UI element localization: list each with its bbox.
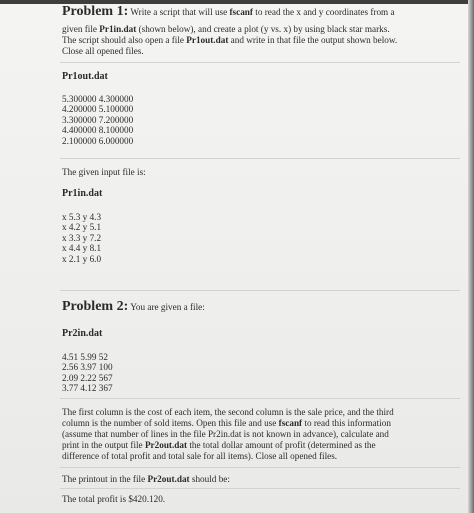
input-line: 4.51 5.99 52 xyxy=(62,352,108,362)
problem1-intro-line3 xyxy=(62,35,397,46)
line-filename: Pr2out.dat xyxy=(144,440,188,450)
line-text: The printout in the file xyxy=(62,474,148,484)
page-right-shadow xyxy=(468,0,474,513)
output-line: 5.300000 4.300000 xyxy=(62,94,134,104)
intro-text-end: to read the x and y coordinates from a xyxy=(252,7,395,17)
problem1-intro-line4: Close all opened files. xyxy=(62,46,144,56)
line-text-end: and write in that file the output shown below. xyxy=(228,35,398,45)
pr1out-filename: Pr1out.dat xyxy=(62,71,108,82)
problem2-para-line2 xyxy=(62,418,391,429)
input-line: 2.56 3.97 100 xyxy=(62,362,113,373)
line-text-end: the total dollar amount of profit (determined as the xyxy=(187,440,376,450)
divider xyxy=(60,467,460,468)
problem2-para-line3: (assume that number of lines in the file Pr2in.dat is not known in advance), calculate and xyxy=(62,429,389,439)
output-line: 3.300000 7.200000 xyxy=(62,114,134,125)
input-line: 2.09 2.22 567 xyxy=(62,372,113,383)
line-keyword: fscanf xyxy=(278,418,303,428)
intro-text: Write a script that will use xyxy=(128,7,230,17)
line-filename: Pr1in.dat xyxy=(99,24,137,34)
input-line: x 4.2 y 5.1 xyxy=(62,222,102,233)
pr2in-filename: Pr2in.dat xyxy=(62,328,103,339)
output-line: 4.200000 5.100000 xyxy=(62,104,134,115)
input-line: x 3.3 y 7.2 xyxy=(62,232,102,243)
line-text: column is the number of sold items. Open this file and use xyxy=(62,418,279,428)
pr1in-filename: Pr1in.dat xyxy=(62,188,103,199)
input-line: 3.77 4.12 367 xyxy=(62,383,113,394)
problem2-para-line4 xyxy=(62,440,376,451)
pr2in-contents xyxy=(62,352,113,394)
line-text: print in the output file xyxy=(62,440,145,450)
problem1-heading: Problem 1: xyxy=(62,4,129,19)
printout-caption xyxy=(62,474,230,485)
divider xyxy=(60,488,460,489)
divider xyxy=(60,290,460,291)
result-line: The total profit is $420.120. xyxy=(62,494,166,504)
line-filename: Pr2out.dat xyxy=(147,474,190,484)
problem1-intro-line1 xyxy=(62,4,395,19)
line-text-end: (shown below), and create a plot (y vs. x) by using black star marks. xyxy=(136,24,390,34)
problem2-para-line1: The first column is the cost of each item, the second column is the sale price, and the third xyxy=(62,407,394,417)
output-line: 4.400000 8.100000 xyxy=(62,125,134,136)
problem2-para-line5: difference of total profit and total sale for all items). Close all opened files. xyxy=(62,451,338,461)
divider xyxy=(60,158,460,159)
line-filename: Pr1out.dat xyxy=(186,35,229,45)
output-line: 2.100000 6.000000 xyxy=(62,135,134,146)
problem1-intro-line2 xyxy=(62,24,390,35)
pr1out-contents xyxy=(62,94,133,146)
divider xyxy=(60,398,460,399)
input-line: x 4.4 y 8.1 xyxy=(62,243,102,254)
input-line: x 2.1 y 6.0 xyxy=(62,253,102,264)
line-text: The script should also open a file xyxy=(62,35,187,45)
line-text: given file xyxy=(62,24,100,34)
problem2-intro xyxy=(62,299,205,314)
line-text-end: should be: xyxy=(189,474,230,484)
intro-text: You are given a file: xyxy=(128,302,205,312)
line-text-end: to read this information xyxy=(302,418,391,428)
pr1in-contents xyxy=(62,212,101,264)
intro-keyword: fscanf xyxy=(229,7,253,17)
input-caption: The given input file is: xyxy=(62,167,146,177)
problem2-heading: Problem 2: xyxy=(62,299,129,314)
input-line: x 5.3 y 4.3 xyxy=(62,212,102,222)
divider xyxy=(60,62,460,63)
